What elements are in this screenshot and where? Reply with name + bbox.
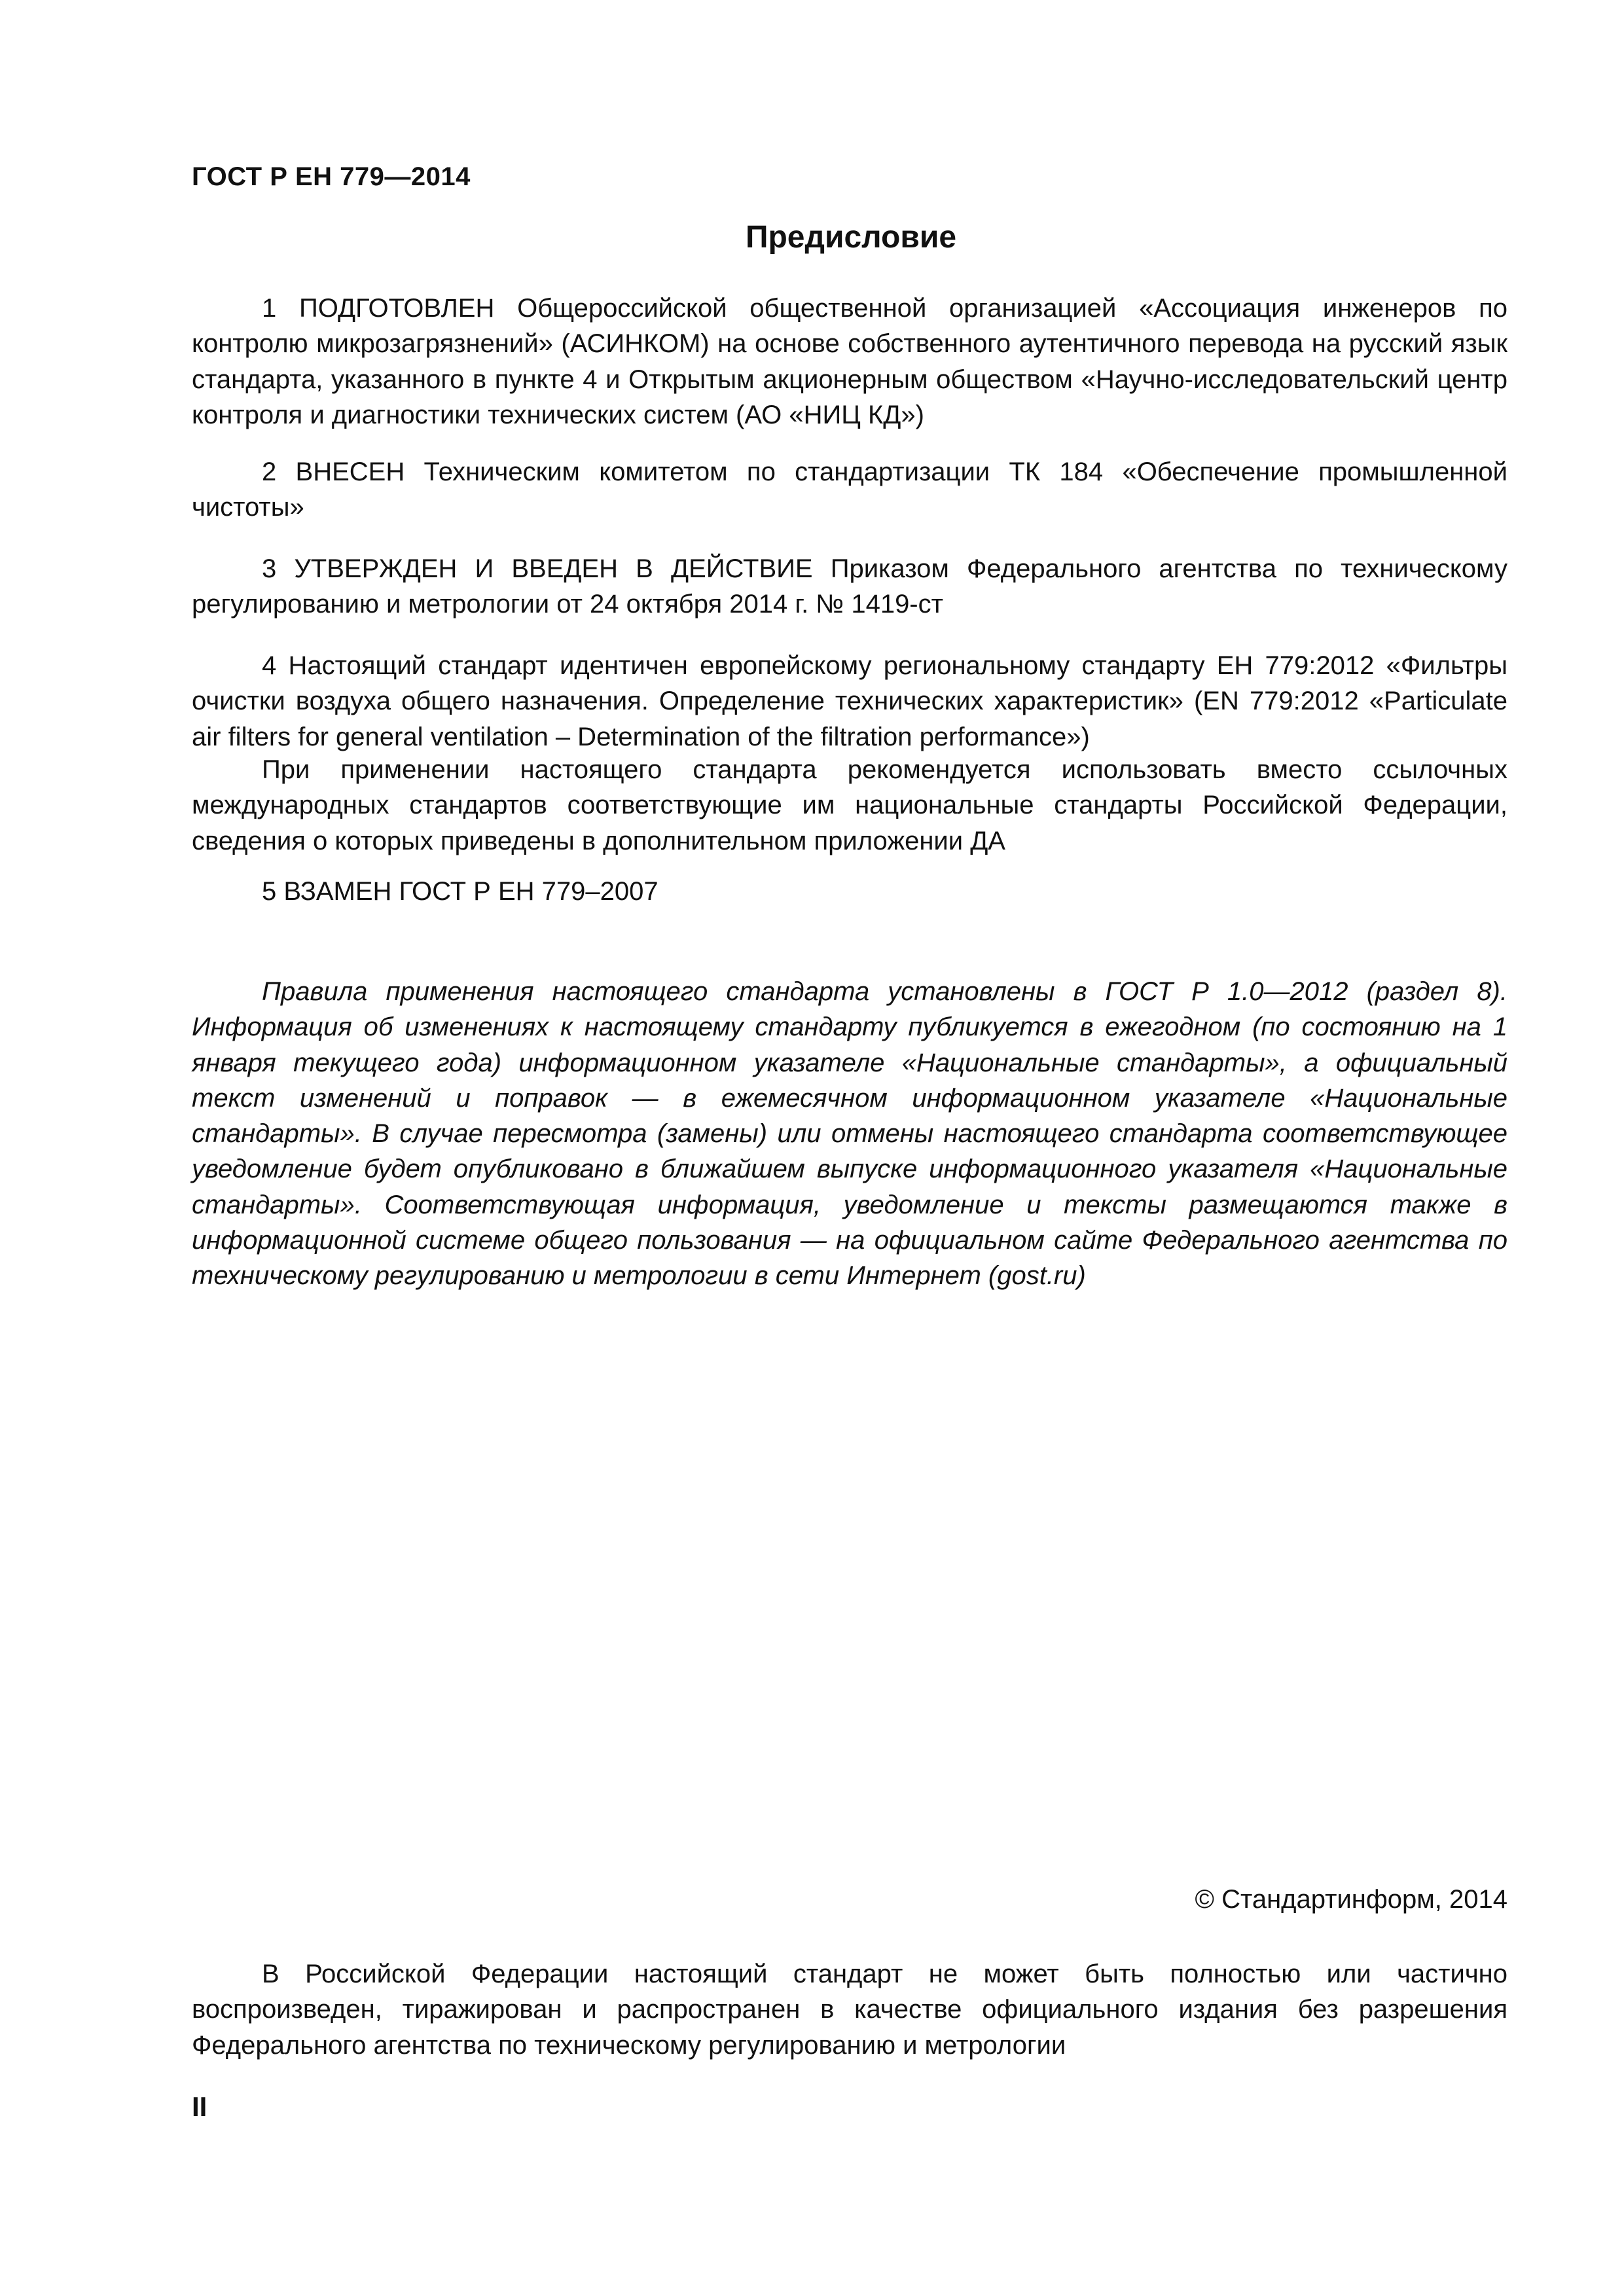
- page-number: II: [192, 2091, 208, 2122]
- paragraph-item-4: [192, 648, 1507, 755]
- reproduction-notice: [192, 1956, 1507, 2063]
- item-1-text: 1 ПОДГОТОВЛЕН Общероссийской общественной организацией «Ассоциация инженеров по контролю микрозагрязнений» (АСИНКОМ) на основе собственного аутентичного перевода на русский язык стандарта, указанного в пункте 4 и Открытым акционерным обществом «Научно-исследовательский центр контроля и диагностики технических систем (АО «НИЦ КД»): [192, 294, 1507, 429]
- paragraph-item-4-note: [192, 752, 1507, 859]
- reproduction-notice-text: В Российской Федерации настоящий стандарт не может быть полностью или частично воспроизведен, тиражирован и распространен в качестве официального издания без разрешения Федерального агентства по техническому регулированию и метрологии: [192, 1960, 1507, 2060]
- paragraph-item-3: [192, 551, 1507, 622]
- item-4-text: 4 Настоящий стандарт идентичен европейскому региональному стандарту ЕН 779:2012 «Фильтры очистки воздуха общего назначения. Определение технических характеристик» (EN 779:2012 «Particulate air filters for general ventilation – Determination of the filtration performance»): [192, 651, 1507, 751]
- paragraph-item-1: [192, 291, 1507, 433]
- item-2-text: 2 ВНЕСЕН Техническим комитетом по стандартизации ТК 184 «Обеспечение промышленной чистоты»: [192, 457, 1507, 522]
- item-3-text: 3 УТВЕРЖДЕН И ВВЕДЕН В ДЕЙСТВИЕ Приказом Федерального агентства по техническому регулированию и метрологии от 24 октября 2014 г. № 1419-ст: [192, 554, 1507, 619]
- application-rules-text: Правила применения настоящего стандарта установлены в ГОСТ Р 1.0—2012 (раздел 8). Информация об изменениях к настоящему стандарту публикуется в ежегодном (по состоянию на 1 января текущего года) информационном указателе «Национальные стандарты», а официальный текст изменений и поправок — в ежемесячном информационном указателе «Национальные стандарты». В случае пересмотра (замены) или отмены настоящего стандарта соответствующее уведомление будет опубликовано в ближайшем выпуске информационного указателя «Национальные стандарты». Соответствующая информация, уведомление и тексты размещаются также в информационной системе общего пользования — на официальном сайте Федерального агентства по техническому регулированию и метрологии в сети Интернет (gost.ru): [192, 977, 1507, 1291]
- page-title: Предисловие: [745, 220, 957, 255]
- paragraph-item-5: [192, 874, 1507, 909]
- paragraph-item-2: [192, 454, 1507, 526]
- application-rules-block: [192, 974, 1507, 1294]
- copyright-line: © Стандартинформ, 2014: [1195, 1885, 1507, 1914]
- item-5-text: 5 ВЗАМЕН ГОСТ Р ЕН 779–2007: [262, 877, 659, 906]
- document-id-header: ГОСТ Р ЕН 779—2014: [192, 162, 471, 191]
- item-4-note-text: При применении настоящего стандарта рекомендуется использовать вместо ссылочных международных стандартов соответствующие им национальные стандарты Российской Федерации, сведения о которых приведены в дополнительном приложении ДА: [192, 755, 1507, 855]
